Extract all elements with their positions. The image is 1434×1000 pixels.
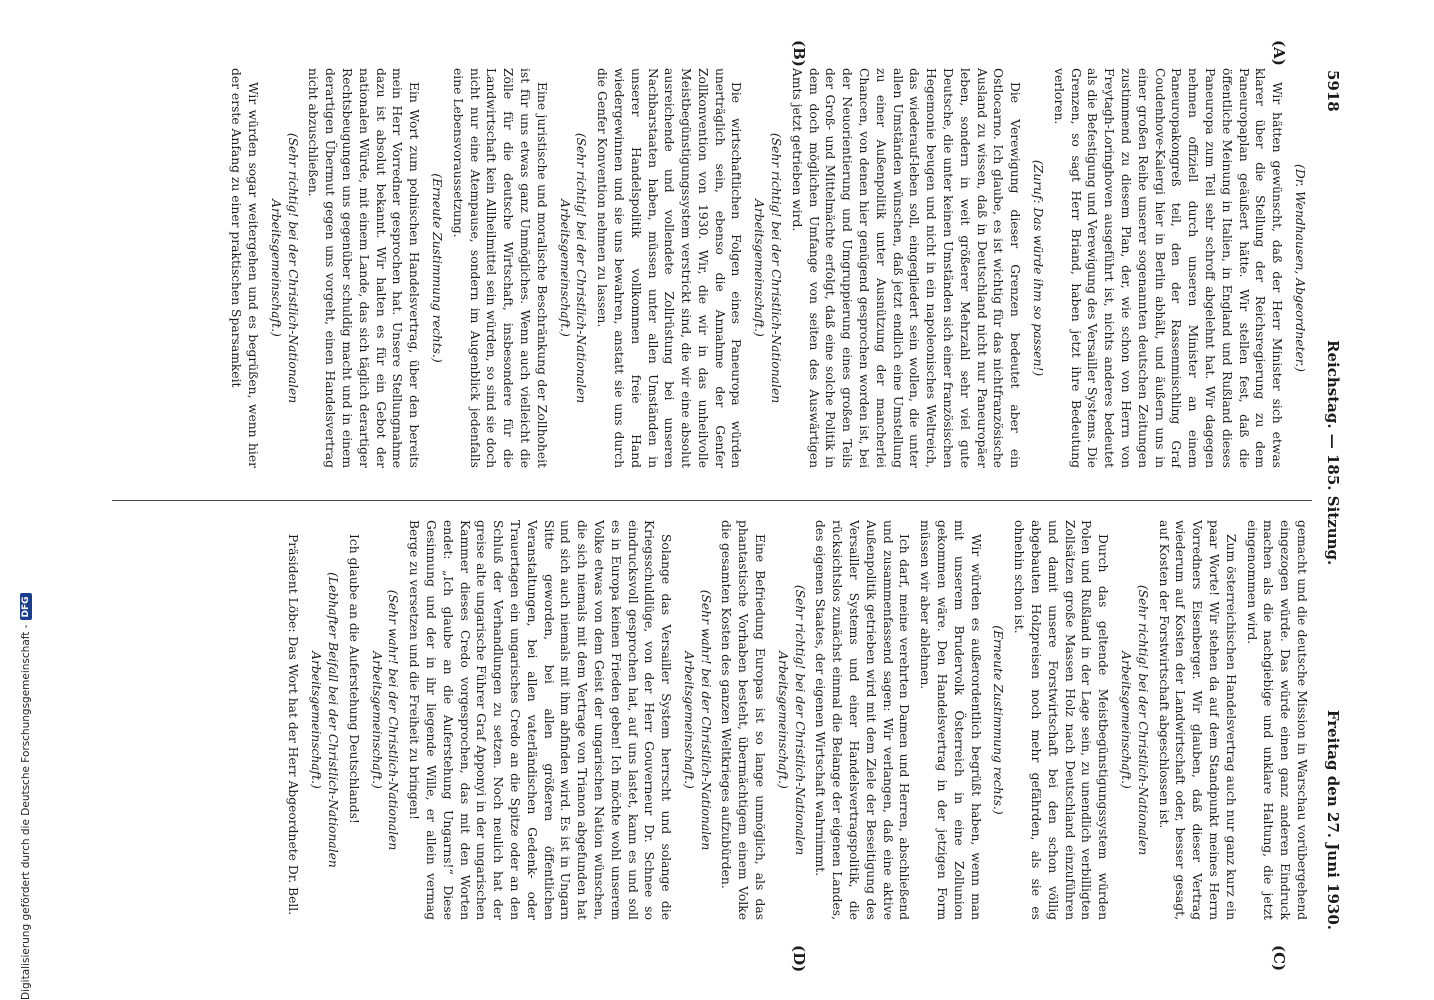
margin-marker-c: (C) xyxy=(1270,945,1288,972)
paragraph: Solange das Versailler System herrscht und solange die Kriegsschuldlüge, von der Herr Gouverneur Dr. Schnee so eindrucksvoll gesprochen hat, auf uns lastet, kann es und soll es in Europa keinen Frieden geben! Ich möchte wohl unserem Volke etwas von dem Geist der ungarischen Nation wünschen, die sich niemals mit dem Vertrage von Trianon abgefunden hat und sich auch niemals mit ihm abfinden wird. Es ist in Ungarn Sitte geworden, bei allen größeren öffentlichen Veranstaltungen, bei allen vaterländischen Gedenk- oder Trauertagen ein ungarisches Credo an die Spitze oder an den Schluß der Verhandlungen zu setzen. Noch neulich hat der greise alte ungarische Führer Graf Apponyi in der ungarischen Kammer dieses Credo vorgesprochen, das mit den Worten endet: „Ich glaube an die Auferstehung Ungarns!“ Diese Gesinnung und der in ihr liegende Wille, er allein vermag Berge zu versetzen und die Freiheit zu bringen! xyxy=(407,520,674,920)
session-title: Reichstag. — 185. Sitzung. xyxy=(1324,340,1342,566)
paragraph: Eine juristische und moralische Beschränkung der Zollhoheit ist für uns etwas ganz Unmögliches. Wenn auch vielleicht die Zölle für die deutsche Wirtschaft, insbesondere für die Landwirtschaft kein Allheilmittel sein würden, so sind sie doch nicht nur eine Atempause, sondern im Augenblick jedenfalls eine Lebensvoraussetzung. xyxy=(450,68,549,468)
page-header xyxy=(1318,70,1342,930)
interjection: (Erneute Zustimmung rechts.) xyxy=(429,173,444,363)
interjection: (Sehr wahr! bei der Christlich-Nationalen Arbeitsgemeinschaft.) xyxy=(681,589,713,851)
paragraph: Die Verewigung dieser Grenzen bedeutet aber ein Ostlocarno. Ich glaube, es ist wichtig für das nichtfranzösische Ausland zu wissen, daß in Deutschland nicht nur Paneuropäer leben, sondern in weit größerer Mehrzahl sehr viel gute Deutsche, die unter keinen Umständen sich einer französischen Hegemonie beugen und nicht in ein napoleonisches Weltreich, das wiederauf-leben soll, eingegliedert sein wollen, die unter allen Umständen wünschen, daß jetzt endlich eine Umstellung zu einer Außenpolitik unter Ausnützung der mancherlei Chancen, von denen hier genügend gesprochen worden ist, bei der Neuorientierung und Umgruppierung eines großen Teils der Groß- und Mittelmächte erfolgt, daß eine solche Politik in dem doch möglichen Umfange von seiten des Auswärtigen Amts jetzt getrieben wird. xyxy=(789,68,1023,468)
paragraph: Ein Wort zum polnischen Handelsvertrag, über den bereits mein Herr Vorredner gesprochen hat. Unsere Stellungnahme dazu ist absolut bekannt. Wir halten es für ein Gebot der nationalen Würde, mit einem Lande, das sich täglich derartiger Rechtsbeugungen uns gegenüber schuldig macht und in einem derartigen Übermut gegen uns vorgeht, einen Handelsvertrag nicht abzuschließen. xyxy=(306,68,422,468)
paragraph: gemacht und die deutsche Mission in Warschau vorübergehend eingezogen würde. Das würde einen ganz anderen Eindruck machen als die nachgiebige und unklare Haltung, die jetzt eingenommen wird. xyxy=(1244,520,1309,920)
interjection: (Sehr richtig! bei der Christlich-Nationalen Arbeitsgemeinschaft.) xyxy=(775,584,807,856)
digitization-credit xyxy=(18,0,34,1000)
margin-marker-a: (A) xyxy=(1270,40,1288,66)
credit-text: Digitalisierung gefördert durch die Deutsche Forschungsgemeinschaft - xyxy=(20,624,32,1000)
interjection: (Sehr wahr! bei der Christlich-Nationalen Arbeitsgemeinschaft.) xyxy=(369,589,401,851)
interjection: (Zuruf: Das würde ihm so passen!) xyxy=(1031,159,1046,377)
paragraph: Eine Befriedung Europas ist so lange unmöglich, als das phantastische Vorhaben besteht, übermächtigem einem Volke die gesamten Kosten des ganzen Weltkrieges aufzubürden. xyxy=(719,520,768,920)
paragraph: Zum österreichischen Handelsvertrag auch nur ganz kurz ein paar Worte! Wir stehen da auf dem Standpunkt meines Herrn Vorredners Eisenberger. Wir glauben, daß dieser Vertrag wiederum auf Kosten der Landwirtschaft oder, besser gesagt, auf Kosten der Forstwirtschaft abgeschlossen ist. xyxy=(1156,520,1238,920)
session-date: Freitag den 27. Juni 1930. xyxy=(1324,709,1342,930)
paragraph: Durch das geltende Meistbegünstigungssystem würden Polen und Rußland in der Lage sein, zu unendlich verbilligten Zollsätzen große Massen Holz nach Deutschland einzuführen und damit unsere Forstwirtschaft bei den schon völlig abgebauten Holzpreisen noch mehr gefährden, als sie es ohnehin schon ist. xyxy=(1012,520,1111,920)
interjection: (Sehr richtig! bei der Christlich-Nationalen Arbeitsgemeinschaft.) xyxy=(1119,584,1150,856)
column-divider xyxy=(112,500,1312,501)
right-column xyxy=(50,520,1310,920)
page-number: 5918 xyxy=(1324,70,1342,112)
speaker-attribution: (Dr. Wendhausen, Abgeordneter.) xyxy=(1293,164,1307,372)
paragraph: Wir hätten gewünscht, daß der Herr Minister sich etwas klarer über die Stellung der Reichsregierung zu dem Paneuropaplan geäußert hätte. Wir stellen fest, daß die öffentliche Meinung in Italien, in England und Rußland dieses Paneuropa zum Teil sehr schroff abgelehnt hat. Wir dagegen nehmen offiziell durch unseren Minister an einem Paneuropakongreß teil, den der Rassenmischling Graf Coudenhove-Kalergi hier in Berlin abhält, und äußern uns in einer großen Reihe unserer sogenannten deutschen Zeitungen zustimmend zu diesem Plan, der, wie schon von Herrn von Freytagh-Loringhoven ausgeführt ist, nichts anderes bedeutet als die Befestigung und Verewigung des Versailler Systems. Die Grenzen, so sagt Herr Briand, haben jetzt ihre Bedeutung verloren. xyxy=(1051,68,1285,468)
interjection: (Sehr richtig! bei der Christlich-Nationalen Arbeitsgemeinschaft.) xyxy=(752,132,784,404)
paragraph: Ich glaube an die Auferstehung Deutschlands! xyxy=(346,534,361,824)
interjection: (Sehr richtig! bei der Christlich-Nationalen Arbeitsgemeinschaft.) xyxy=(557,132,589,404)
interjection: (Lebhafter Beifall bei der Christlich-Nationalen Arbeitsgemeinschaft.) xyxy=(309,572,340,868)
margin-marker-b: (B) xyxy=(790,40,808,67)
paragraph: Die wirtschaftlichen Folgen eines Paneuropa würden unerträglich sein, ebenso die Annahme der Genfer Zollkonvention von 1930. Wir, die wir in das unheilvolle Meistbegünstigungssystem verstrickt sind, die wir eine absolut ausreichende und vollendete Zollrüstung bei unseren Nachbarstaaten haben, müssen unter allen Umständen in unserer Handelspolitik vollkommen freie Hand wiedergewinnen und sie uns bewahren, anstatt sie uns durch die Genfer Konvention nehmen zu lassen. xyxy=(595,68,744,468)
paragraph: Präsident Löbe: Das Wort hat der Herr Abgeordnete Dr. Bell. xyxy=(286,534,301,916)
margin-marker-d: (D) xyxy=(790,945,808,973)
paragraph: Wir würden sogar weitergehen und es begrüßen, wenn hier der erste Anfang zu einer praktischen Sparsamkeit xyxy=(229,68,260,468)
paragraph: Wir würden es außerordentlich begrüßt haben, wenn man mit unserem Brudervolk Österreich in eine Zollunion gekommen wäre. Den Handelsvertrag in der jetzigen Form müssen wir aber ablehnen. xyxy=(918,520,983,920)
interjection: (Sehr richtig! bei der Christlich-Nationalen Arbeitsgemeinschaft.) xyxy=(268,132,300,404)
interjection: (Erneute Zustimmung rechts.) xyxy=(991,625,1006,815)
dfg-logo: DFG xyxy=(20,593,32,620)
left-column xyxy=(50,68,1310,468)
paragraph: Ich darf, meine verehrten Damen und Herren, abschließend und zusammenfassend sagen: Wir verlangen, daß eine aktive Außenpolitik getrieben wird mit dem Ziele der Beseitigung des Versailler Systems und einer Handelsvertragspolitik, die rücksichtslos zunächst einmal die Belange der eigenen Landes, des eigenen Staates, der eigenen Wirtschaft wahrnimmt. xyxy=(813,520,912,920)
